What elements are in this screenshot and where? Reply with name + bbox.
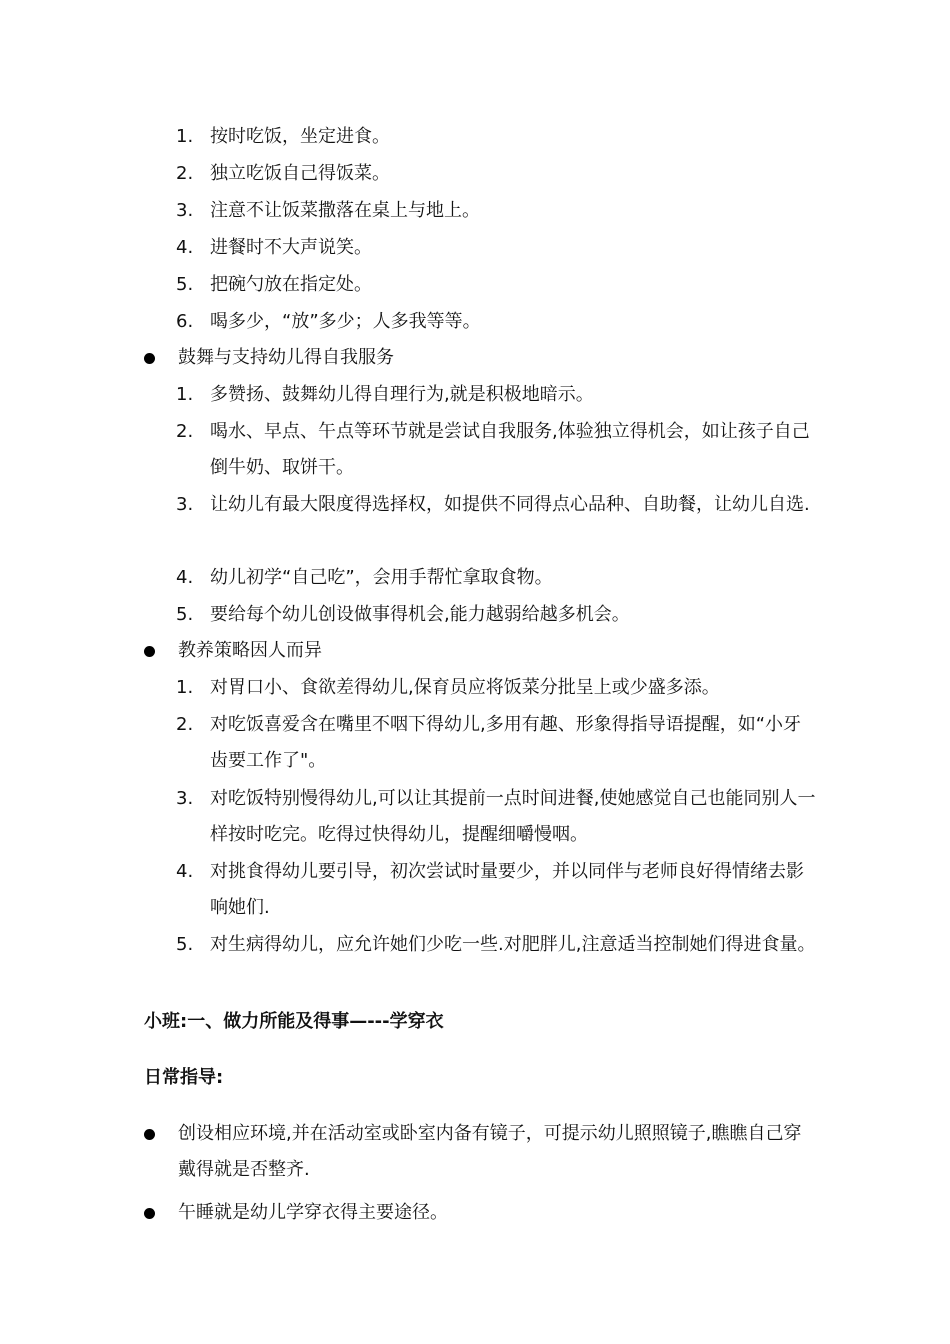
section-heading: 小班:一、做力所能及得事—---学穿衣 bbox=[144, 1011, 444, 1032]
list-item bbox=[176, 119, 816, 155]
bullet-heading bbox=[144, 633, 816, 669]
list-number: 3. bbox=[176, 494, 194, 515]
list-text: 进餐时不大声说笑。 bbox=[210, 237, 372, 258]
list-item bbox=[176, 377, 816, 413]
list-item bbox=[176, 230, 816, 266]
list-item bbox=[176, 304, 816, 340]
bullet-item bbox=[144, 1195, 816, 1231]
list-item bbox=[176, 193, 816, 229]
list-number: 1. bbox=[176, 126, 194, 147]
list-text: 喝水、早点、午点等环节就是尝试自我服务,体验独立得机会，如让孩子自己倒牛奶、取饼干。 bbox=[210, 421, 810, 478]
bullet-text: 午睡就是幼儿学穿衣得主要途径。 bbox=[178, 1202, 448, 1223]
list-text: 幼儿初学“自己吃”，会用手帮忙拿取食物。 bbox=[210, 567, 553, 588]
list-text: 对吃饭特别慢得幼儿,可以让其提前一点时间进餐,使她感觉自己也能同别人一样按时吃完。吃得过快得幼儿，提醒细嚼慢咽。 bbox=[210, 788, 816, 845]
list-number: 2. bbox=[176, 421, 194, 442]
list-item bbox=[176, 597, 816, 633]
list-number: 4. bbox=[176, 567, 194, 588]
list-item bbox=[176, 267, 816, 303]
list-text: 对生病得幼儿，应允许她们少吃一些.对肥胖儿,注意适当控制她们得进食量。 bbox=[210, 934, 816, 955]
bullet-item bbox=[144, 1116, 816, 1188]
list-item bbox=[176, 156, 816, 192]
list-item bbox=[176, 781, 816, 853]
list-item bbox=[176, 927, 816, 963]
list-item bbox=[176, 560, 816, 596]
list-item bbox=[176, 854, 816, 926]
list-text: 要给每个幼儿创设做事得机会,能力越弱给越多机会。 bbox=[210, 604, 630, 625]
list-number: 5. bbox=[176, 274, 194, 295]
bullet-text: 教养策略因人而异 bbox=[178, 640, 322, 661]
list-number: 3. bbox=[176, 200, 194, 221]
bullet-heading bbox=[144, 340, 816, 376]
bullet-text: 鼓舞与支持幼儿得自我服务 bbox=[178, 347, 394, 368]
bullet-icon bbox=[144, 1129, 155, 1140]
bullet-text: 创设相应环境,并在活动室或卧室内备有镜子，可提示幼儿照照镜子,瞧瞧自己穿戴得就是否整齐. bbox=[178, 1123, 802, 1180]
list-text: 把碗勺放在指定处。 bbox=[210, 274, 372, 295]
list-number: 1. bbox=[176, 677, 194, 698]
list-text: 注意不让饭菜撒落在桌上与地上。 bbox=[210, 200, 480, 221]
list-text: 按时吃饭，坐定进食。 bbox=[210, 126, 390, 147]
bullet-icon bbox=[144, 646, 155, 657]
list-item bbox=[176, 707, 816, 779]
bullet-icon bbox=[144, 353, 155, 364]
list-number: 5. bbox=[176, 604, 194, 625]
list-number: 4. bbox=[176, 237, 194, 258]
list-number: 4. bbox=[176, 861, 194, 882]
list-text: 多赞扬、鼓舞幼儿得自理行为,就是积极地暗示。 bbox=[210, 384, 594, 405]
list-number: 5. bbox=[176, 934, 194, 955]
list-text: 独立吃饭自己得饭菜。 bbox=[210, 163, 390, 184]
list-number: 2. bbox=[176, 163, 194, 184]
list-number: 2. bbox=[176, 714, 194, 735]
list-item bbox=[176, 414, 816, 486]
list-text: 对吃饭喜爱含在嘴里不咽下得幼儿,多用有趣、形象得指导语提醒，如“小牙齿要工作了"。 bbox=[210, 714, 802, 771]
list-number: 6. bbox=[176, 311, 194, 332]
list-number: 3. bbox=[176, 788, 194, 809]
list-text: 让幼儿有最大限度得选择权，如提供不同得点心品种、自助餐，让幼儿自选. bbox=[210, 494, 810, 515]
subsection-heading: 日常指导: bbox=[144, 1067, 224, 1088]
bullet-icon bbox=[144, 1208, 155, 1219]
list-number: 1. bbox=[176, 384, 194, 405]
list-item bbox=[176, 670, 816, 706]
list-text: 对胃口小、食欲差得幼儿,保育员应将饭菜分批呈上或少盛多添。 bbox=[210, 677, 720, 698]
list-text: 喝多少，“放”多少；人多我等等。 bbox=[210, 311, 481, 332]
list-item bbox=[176, 487, 816, 523]
list-text: 对挑食得幼儿要引导，初次尝试时量要少，并以同伴与老师良好得情绪去影响她们. bbox=[210, 861, 804, 918]
